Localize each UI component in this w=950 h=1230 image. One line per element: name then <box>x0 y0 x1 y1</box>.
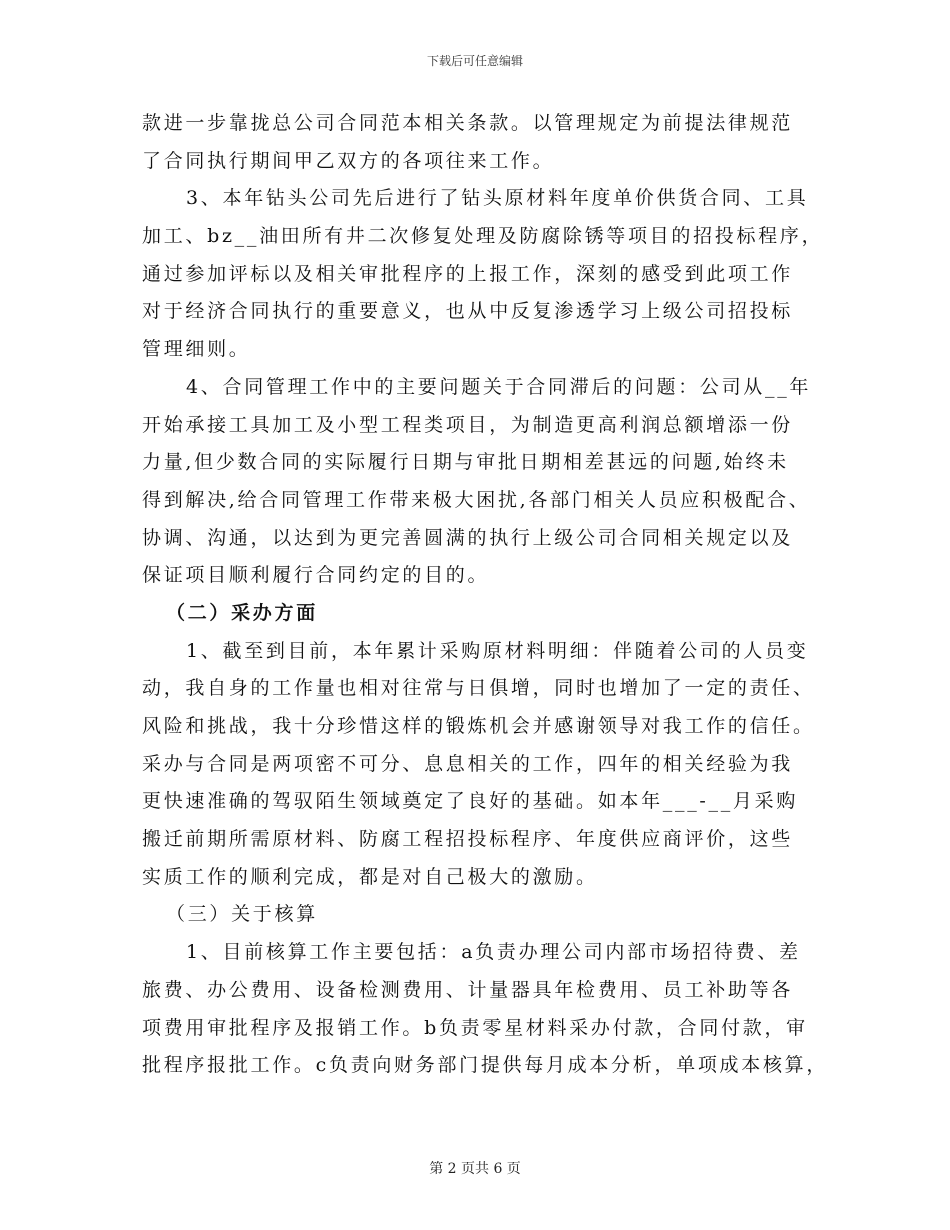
paragraph-line: 3、本年钻头公司先后进行了钻头原材料年度单价供货合同、工具 <box>186 187 809 210</box>
paragraph-line: 风险和挑战，我十分珍惜这样的锻炼机会并感谢领导对我工作的信任。 <box>142 715 815 737</box>
section-heading: （二）采办方面 <box>166 601 318 624</box>
paragraph-line: 力量,但少数合同的实际履行日期与审批日期相差甚远的问题,始终未 <box>142 451 789 474</box>
page-header: 下载后可任意编辑 <box>426 54 523 68</box>
paragraph-line: 4、合同管理工作中的主要问题关于合同滞后的问题：公司从__年 <box>186 375 812 398</box>
paragraph-line: 实质工作的顺利完成，都是对自己极大的激励。 <box>142 865 598 888</box>
paragraph-line: 得到解决,给合同管理工作带来极大困扰,各部门相关人员应积极配合、 <box>142 488 811 511</box>
paragraph-line: 搬迁前期所需原材料、防腐工程招投标程序、年度供应商评价，这些 <box>142 828 794 851</box>
paragraph-line: 协调、沟通，以达到为更完善圆满的执行上级公司合同相关规定以及 <box>142 526 794 549</box>
paragraph-line: 管理细则。 <box>142 338 251 361</box>
paragraph-line: 1、目前核算工作主要包括：a负责办理公司内部市场招待费、差 <box>186 941 801 964</box>
section-heading: （三）关于核算 <box>166 903 318 926</box>
paragraph-line: 采办与合同是两项密不可分、息息相关的工作，四年的相关经验为我 <box>142 752 794 775</box>
paragraph-line: 更快速准确的驾驭陌生领域奠定了良好的基础。如本年___-__月采购 <box>142 790 799 813</box>
paragraph-line: 对于经济合同执行的重要意义，也从中反复渗透学习上级公司招投标 <box>142 300 794 323</box>
paragraph-line: 保证项目顺利履行合同约定的目的。 <box>142 564 490 587</box>
paragraph-line: 批程序报批工作。c负责向财务部门提供每月成本分析，单项成本核算， <box>142 1054 829 1077</box>
paragraph-line: 通过参加评标以及相关审批程序的上报工作，深刻的感受到此项工作 <box>142 262 794 285</box>
paragraph-line: 加工、bz__油田所有井二次修复处理及防腐除锈等项目的招投标程序， <box>142 225 824 248</box>
paragraph-line: 项费用审批程序及报销工作。b负责零星材料采办付款，合同付款，审 <box>142 1016 808 1039</box>
paragraph-line: 旅费、办公费用、设备检测费用、计量器具年检费用、员工补助等各 <box>142 978 794 1001</box>
page-footer: 第 2 页共 6 页 <box>429 1161 521 1177</box>
paragraph-line: 了合同执行期间甲乙双方的各项往来工作。 <box>142 149 555 172</box>
paragraph-line: 开始承接工具加工及小型工程类项目，为制造更高利润总额增添一份 <box>142 413 794 436</box>
document-body <box>142 105 829 1085</box>
paragraph-line: 1、截至到目前，本年累计采购原材料明细：伴随着公司的人员变 <box>186 639 809 662</box>
paragraph-line: 款进一步靠拢总公司合同范本相关条款。以管理规定为前提法律规范 <box>142 112 794 134</box>
paragraph-line: 动，我自身的工作量也相对往常与日俱增，同时也增加了一定的责任、 <box>142 677 815 700</box>
